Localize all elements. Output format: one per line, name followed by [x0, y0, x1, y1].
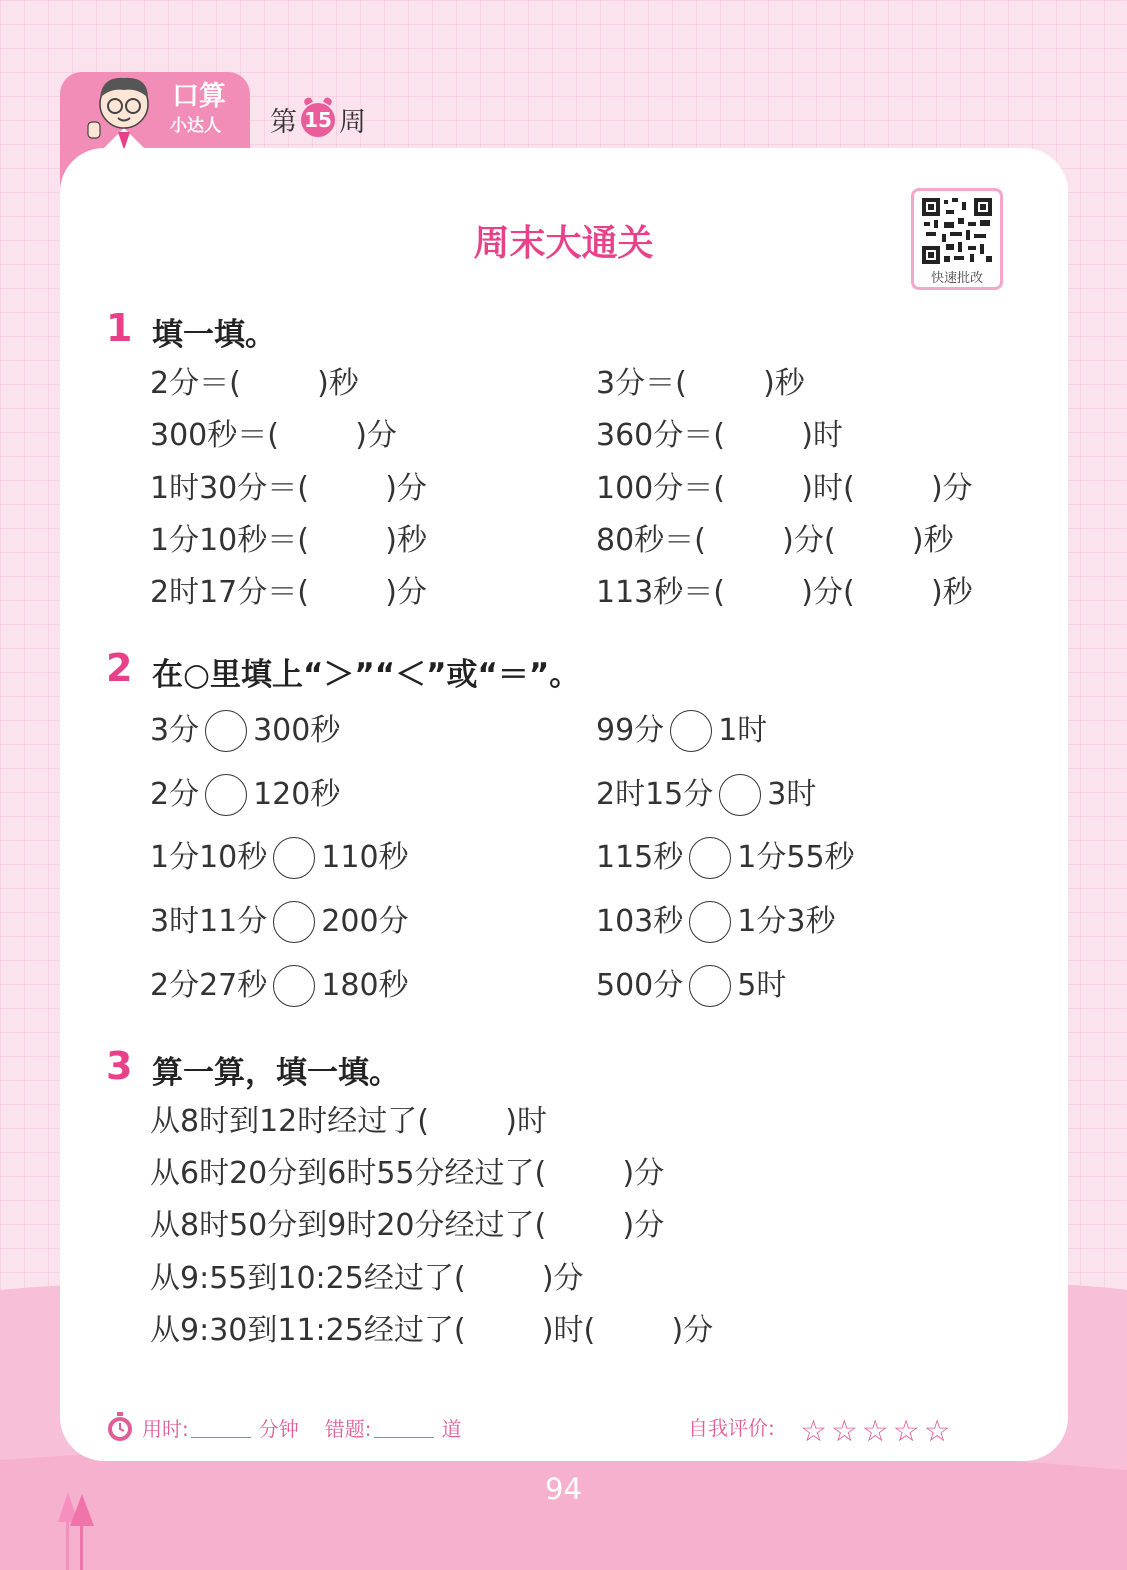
- compare-circle[interactable]: [273, 965, 315, 1007]
- s3-row-5: 从9:30到11:25经过了( )时( )分: [150, 1313, 714, 1348]
- stopwatch-icon: [106, 1412, 134, 1442]
- page-number: 94: [545, 1472, 582, 1506]
- tab-subtitle: 小达人: [170, 116, 221, 136]
- errors-label: 错题:: [324, 1416, 372, 1441]
- s2-right-row-5: [596, 965, 786, 1007]
- compare-right-value: 1分55秒: [737, 840, 855, 875]
- time-input[interactable]: [191, 1417, 251, 1438]
- s1-left-row-4: 1分10秒＝( )秒: [150, 523, 427, 558]
- qr-caption: 快速批改: [930, 271, 983, 286]
- footer-rating: [688, 1412, 775, 1441]
- compare-left-value: 1分10秒: [150, 840, 268, 875]
- s1-right-row-2: 360分＝( )时: [596, 418, 843, 453]
- rating-stars[interactable]: ☆☆☆☆☆: [800, 1414, 955, 1449]
- week-number-badge: 15: [301, 103, 335, 137]
- compare-circle[interactable]: [670, 710, 712, 752]
- section-1-title: 填一填。: [152, 317, 276, 353]
- compare-right-value: 180秒: [321, 968, 409, 1003]
- qr-code-icon: [922, 198, 992, 264]
- s1-left-row-5: 2时17分＝( )分: [150, 575, 427, 610]
- tree-decoration-icon: [54, 1492, 98, 1570]
- errors-input[interactable]: [374, 1417, 434, 1438]
- s3-row-1: 从8时到12时经过了( )时: [150, 1104, 547, 1139]
- section-3-number: 3: [106, 1044, 133, 1088]
- s2-left-row-2: [150, 774, 340, 816]
- s2-left-row-3: [150, 837, 409, 879]
- compare-left-value: 115秒: [596, 840, 684, 875]
- compare-right-value: 200分: [321, 904, 409, 939]
- compare-circle[interactable]: [273, 837, 315, 879]
- section-2-title: 在○里填上“＞”“＜”或“＝”。: [152, 657, 581, 693]
- week-suffix: 周: [339, 107, 366, 138]
- compare-left-value: 3时11分: [150, 904, 268, 939]
- s3-row-4: 从9:55到10:25经过了( )分: [150, 1261, 584, 1296]
- s2-right-row-3: [596, 837, 855, 879]
- s1-right-row-3: 100分＝( )时( )分: [596, 471, 973, 506]
- compare-right-value: 1时: [718, 713, 768, 748]
- s1-left-row-2: 300秒＝( )分: [150, 418, 397, 453]
- rating-label: 自我评价:: [688, 1416, 775, 1440]
- compare-left-value: 2分: [150, 777, 200, 812]
- s3-row-3: 从8时50分到9时20分经过了( )分: [150, 1208, 665, 1243]
- compare-circle[interactable]: [689, 965, 731, 1007]
- tab-title: 口算: [172, 81, 226, 112]
- s2-left-row-1: [150, 710, 340, 752]
- compare-left-value: 2分27秒: [150, 968, 268, 1003]
- compare-left-value: 500分: [596, 968, 684, 1003]
- s2-right-row-2: [596, 774, 816, 816]
- compare-circle[interactable]: [689, 901, 731, 943]
- compare-left-value: 3分: [150, 713, 200, 748]
- compare-left-value: 99分: [596, 713, 665, 748]
- compare-circle[interactable]: [689, 837, 731, 879]
- compare-right-value: 3时: [767, 777, 817, 812]
- s1-right-row-4: 80秒＝( )分( )秒: [596, 523, 954, 558]
- week-prefix: 第: [270, 107, 297, 138]
- s1-left-row-1: 2分＝( )秒: [150, 366, 359, 401]
- mascot-icon: [78, 70, 170, 160]
- compare-left-value: 2时15分: [596, 777, 714, 812]
- s1-left-row-3: 1时30分＝( )分: [150, 471, 427, 506]
- s1-right-row-5: 113秒＝( )分( )秒: [596, 575, 973, 610]
- section-1-number: 1: [106, 306, 133, 350]
- compare-circle[interactable]: [205, 774, 247, 816]
- s1-right-row-1: 3分＝( )秒: [596, 366, 805, 401]
- compare-right-value: 110秒: [321, 840, 409, 875]
- page-title: 周末大通关: [473, 223, 654, 264]
- time-label: 用时:: [142, 1416, 189, 1441]
- section-3-title: 算一算，填一填。: [152, 1055, 400, 1091]
- section-2-number: 2: [106, 646, 133, 690]
- compare-left-value: 103秒: [596, 904, 684, 939]
- compare-right-value: 5时: [737, 968, 787, 1003]
- footer-time: [106, 1412, 462, 1442]
- s3-row-2: 从6时20分到6时55分经过了( )分: [150, 1156, 665, 1191]
- qr-code[interactable]: [911, 188, 1003, 290]
- compare-circle[interactable]: [273, 901, 315, 943]
- compare-circle[interactable]: [719, 774, 761, 816]
- week-label: [270, 100, 366, 139]
- s2-right-row-4: [596, 901, 835, 943]
- time-unit: 分钟: [258, 1416, 299, 1441]
- compare-right-value: 120秒: [253, 777, 341, 812]
- compare-right-value: 1分3秒: [737, 904, 836, 939]
- s2-right-row-1: [596, 710, 767, 752]
- s2-left-row-4: [150, 901, 409, 943]
- s2-left-row-5: [150, 965, 409, 1007]
- compare-circle[interactable]: [205, 710, 247, 752]
- compare-right-value: 300秒: [253, 713, 341, 748]
- errors-unit: 道: [441, 1416, 462, 1441]
